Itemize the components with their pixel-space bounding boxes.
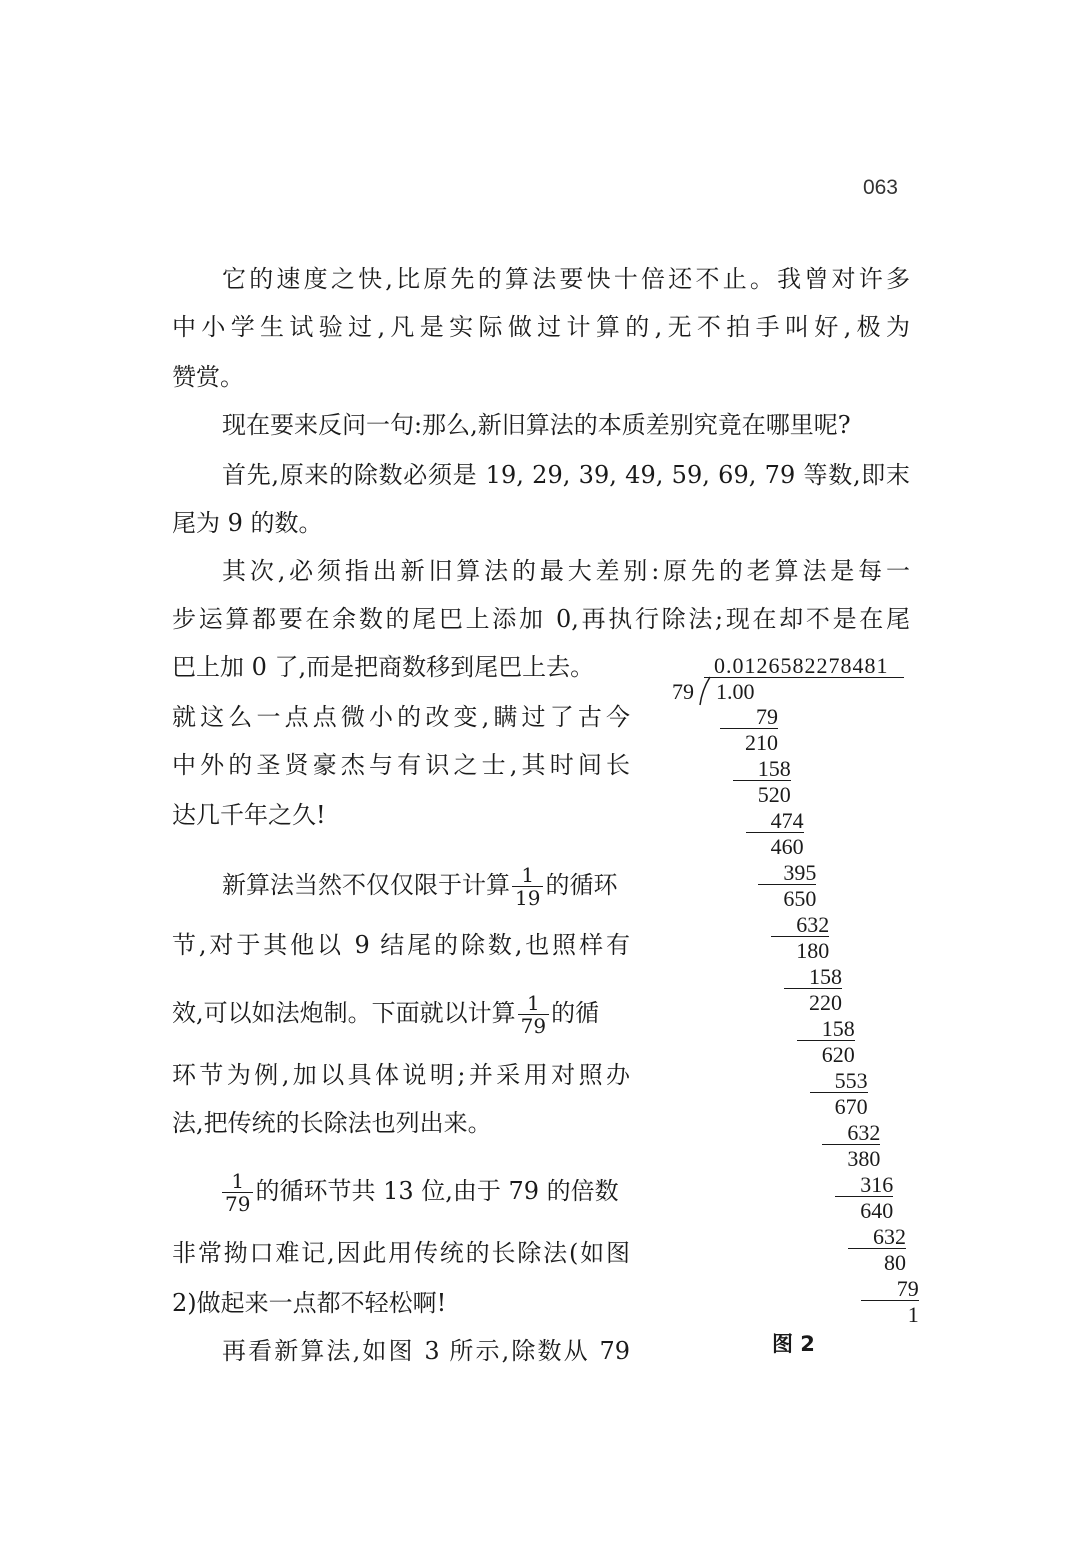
subtrahend: 632 [873, 1224, 906, 1249]
subtraction-rule [797, 1040, 855, 1041]
text-line: 首先,原来的除数必须是 19, 29, 39, 49, 59, 69, 79 等数,即末 [222, 461, 910, 489]
subtrahend: 632 [847, 1120, 881, 1145]
subtrahend: 395 [783, 860, 817, 885]
remainder: 460 [770, 834, 804, 859]
figure-caption: 图 2 [772, 1332, 815, 1356]
text-segment: 的循环 [545, 871, 618, 899]
text-line: 中小学生试验过,凡是实际做过计算的,无不拍手叫好,极为 [172, 313, 910, 341]
remainder: 80 [884, 1250, 906, 1275]
remainder: 220 [809, 990, 842, 1015]
subtrahend: 632 [796, 912, 830, 937]
subtrahend: 158 [809, 964, 842, 989]
subtraction-rule [733, 780, 791, 781]
text-line: 节,对于其他以 9 结尾的除数,也照样有 [172, 931, 630, 959]
dividend: 1.00 [716, 679, 755, 704]
remainder: 1 [907, 1302, 919, 1327]
fraction-1-19 [512, 864, 543, 909]
subtraction-rule [861, 1300, 919, 1301]
text-segment: 的循 [551, 999, 600, 1027]
remainder: 380 [847, 1146, 881, 1171]
divisor: 79 [672, 679, 694, 704]
text-line: 步运算都要在余数的尾巴上添加 0,再执行除法;现在却不是在尾 [172, 605, 910, 633]
subtraction-rule [810, 1092, 868, 1093]
division-bracket [698, 676, 712, 706]
subtraction-rule [835, 1196, 893, 1197]
text-line: 巴上加 0 了,而是把商数移到尾巴上去。 [172, 653, 595, 681]
division-bar [704, 677, 904, 678]
fraction-denominator: 19 [515, 886, 541, 910]
text-line: 法,把传统的长除法也列出来。 [172, 1109, 492, 1137]
text-line-with-fraction [222, 864, 617, 909]
subtrahend: 158 [757, 756, 791, 781]
text-line: 其次,必须指出新旧算法的最大差别:原先的老算法是每一 [222, 557, 910, 585]
subtrahend: 474 [770, 808, 804, 833]
fraction-numerator: 1 [222, 1170, 253, 1193]
text-line: 它的速度之快,比原先的算法要快十倍还不止。我曾对许多 [222, 265, 910, 293]
subtraction-rule [758, 884, 816, 885]
text-line: 环节为例,加以具体说明;并采用对照办 [172, 1061, 630, 1089]
subtrahend: 553 [834, 1068, 868, 1093]
subtrahend: 158 [821, 1016, 855, 1041]
remainder: 650 [783, 886, 817, 911]
text-line-with-fraction [172, 992, 599, 1037]
page-number: 063 [862, 176, 898, 199]
fraction-numerator: 1 [518, 992, 549, 1015]
subtrahend: 79 [896, 1276, 919, 1301]
subtraction-rule [720, 728, 778, 729]
remainder: 620 [821, 1042, 855, 1067]
text-line: 赞赏。 [172, 363, 244, 391]
text-line: 达几千年之久! [172, 801, 326, 829]
fraction-denominator: 79 [520, 1014, 547, 1038]
remainder: 520 [757, 782, 791, 807]
text-line-with-fraction [222, 1170, 619, 1215]
text-segment: 效,可以如法炮制。下面就以计算 [172, 999, 516, 1027]
subtrahend: 79 [756, 704, 778, 729]
fraction-1-79 [222, 1170, 253, 1215]
fraction-1-79 [518, 992, 549, 1037]
remainder: 180 [796, 938, 830, 963]
text-line: 就这么一点点微小的改变,瞒过了古今 [172, 703, 630, 731]
text-line: 现在要来反问一句:那么,新旧算法的本质差别究竟在哪里呢? [222, 411, 851, 439]
text-line: 尾为 9 的数。 [172, 509, 323, 537]
fraction-numerator: 1 [512, 864, 543, 887]
text-segment: 新算法当然不仅仅限于计算 [222, 871, 510, 899]
remainder: 640 [860, 1198, 894, 1223]
text-line: 非常拗口难记,因此用传统的长除法(如图 [172, 1239, 630, 1267]
subtraction-rule [784, 988, 842, 989]
text-segment: 的循环节共 13 位,由于 79 的倍数 [255, 1177, 619, 1205]
text-line: 中外的圣贤豪杰与有识之士,其时间长 [172, 751, 630, 779]
subtraction-rule [822, 1144, 880, 1145]
text-line: 2)做起来一点都不轻松啊! [172, 1289, 447, 1317]
subtraction-rule [771, 936, 829, 937]
text-line: 再看新算法,如图 3 所示,除数从 79 [222, 1337, 630, 1365]
remainder: 210 [745, 730, 778, 755]
subtraction-rule [848, 1248, 906, 1249]
remainder: 670 [834, 1094, 868, 1119]
subtraction-rule [746, 832, 804, 833]
quotient: 0.0126582278481 [714, 653, 889, 678]
fraction-denominator: 79 [225, 1192, 251, 1216]
subtrahend: 316 [860, 1172, 894, 1197]
